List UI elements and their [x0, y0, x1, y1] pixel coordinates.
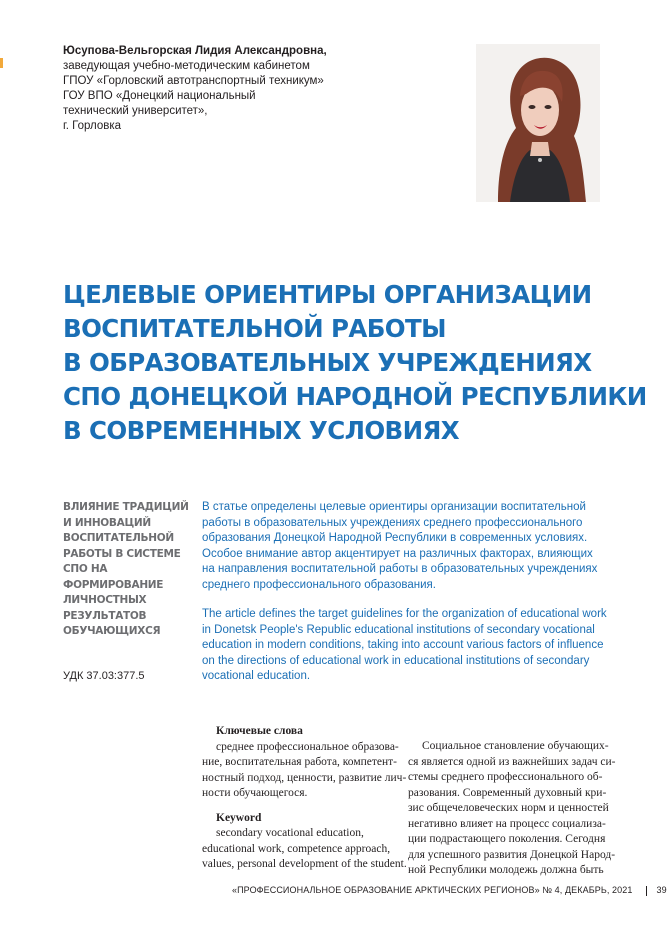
abstract-line: education in modern conditions, taking into account various factors of influence	[202, 639, 604, 651]
keywords-column	[202, 724, 407, 873]
body-line: для успешного развития Донецкой Народ-	[408, 848, 616, 861]
abstract-english	[202, 607, 612, 685]
footer-divider	[646, 886, 647, 896]
abstract-line: The article defines the target guidelines for the organization of educational work	[202, 608, 607, 620]
abstract-line: на направления воспитательной работы в образовательных учреждениях	[202, 563, 598, 575]
abstract-line: работы в образовательных учреждениях среднего профессионального	[202, 516, 583, 529]
article-title	[63, 278, 647, 448]
body-line: зис общечеловеческих норм и ценностей	[408, 802, 609, 814]
journal-name: «ПРОФЕССИОНАЛЬНОЕ ОБРАЗОВАНИЕ АРКТИЧЕСКИХ РЕГИОНОВ» № 4, ДЕКАБРЬ, 2021	[232, 885, 633, 895]
abstract-line: on the directions of educational work in educational institutions of secondary	[202, 654, 590, 667]
author-name: Юсупова-Вельгорская Лидия Александровна,	[63, 45, 327, 57]
keywords-en-heading: Keyword	[216, 811, 262, 824]
abstract-line: среднего профессионального образования.	[202, 578, 436, 591]
subheading-line: И ИННОВАЦИЙ	[63, 516, 151, 529]
subheading-line: ЛИЧНОСТНЫХ	[63, 594, 147, 606]
body-column	[408, 739, 616, 879]
author-affiliation-2: ГОУ ВПО «Донецкий национальный	[63, 90, 256, 102]
page-number: 39	[656, 885, 667, 895]
body-line: ся является одной из важнейших задач си-	[408, 755, 616, 768]
udk-code: УДК 37.03:377.5	[63, 670, 145, 682]
keywords-en-line: educational work, competence approach,	[202, 842, 391, 855]
author-affiliation-1: ГПОУ «Горловский автотранспортный техникум»	[63, 75, 324, 87]
title-line: В ОБРАЗОВАТЕЛЬНЫХ УЧРЕЖДЕНИЯХ	[63, 348, 592, 377]
body-line: негативно влияет на процесс социализа-	[408, 817, 606, 830]
subheading-line: РАБОТЫ В СИСТЕМЕ	[63, 547, 181, 560]
abstract-line: in Donetsk People's Republic educational institutions of secondary vocational	[202, 623, 595, 636]
author-city: г. Горловка	[63, 120, 122, 132]
keywords-ru-line: среднее профессиональное образова-	[216, 740, 399, 753]
title-line: ВОСПИТАТЕЛЬНОЙ РАБОТЫ	[63, 314, 446, 343]
author-block	[63, 44, 393, 134]
section-subheading	[63, 500, 191, 640]
body-line: разования. Современный духовный кри-	[408, 786, 607, 799]
body-line: ной Республики молодежь должна быть	[408, 864, 604, 876]
abstract-russian	[202, 500, 612, 593]
body-line: Социальное становление обучающих-	[422, 740, 609, 752]
subheading-line: ВЛИЯНИЕ ТРАДИЦИЙ	[63, 501, 189, 513]
keywords-en-line: values, personal development of the student.	[202, 858, 407, 870]
author-photo	[476, 44, 600, 202]
keywords-ru-line: ностный подход, ценности, развитие лич-	[202, 771, 407, 784]
subheading-line: ОБУЧАЮЩИХСЯ	[63, 625, 161, 637]
author-affiliation-3: технический университет»,	[63, 105, 208, 117]
keywords-ru-line: ности обучающегося.	[202, 787, 308, 799]
abstract	[202, 500, 612, 685]
edge-color-mark	[0, 58, 3, 68]
author-position: заведующая учебно-методическим кабинетом	[63, 60, 310, 72]
subheading-line: ВОСПИТАТЕЛЬНОЙ	[63, 532, 174, 544]
abstract-line: Особое внимание автор акцентирует на различных факторах, влияющих	[202, 547, 593, 560]
body-line: ции подрастающего поколения. Сегодня	[408, 833, 606, 845]
keywords-ru-heading: Ключевые слова	[216, 725, 303, 737]
abstract-line: vocational education.	[202, 670, 311, 682]
page-footer	[232, 885, 667, 896]
subheading-line: РЕЗУЛЬТАТОВ	[63, 609, 147, 622]
spacer	[202, 802, 398, 811]
title-line: ЦЕЛЕВЫЕ ОРИЕНТИРЫ ОРГАНИЗАЦИИ	[63, 280, 592, 309]
body-line: стемы среднего профессионального об-	[408, 771, 603, 783]
subheading-line: ФОРМИРОВАНИЕ	[63, 578, 164, 591]
title-line: В СОВРЕМЕННЫХ УСЛОВИЯХ	[63, 416, 460, 445]
abstract-line: образования Донецкой Народной Республики в современных условиях.	[202, 532, 588, 544]
keywords-en-line: secondary vocational education,	[216, 827, 364, 839]
subheading-line: СПО НА	[63, 563, 108, 575]
abstract-line: В статье определены целевые ориентиры организации воспитательной	[202, 501, 586, 513]
keywords-ru-line: ние, воспитательная работа, компетент-	[202, 756, 398, 768]
title-line: СПО ДОНЕЦКОЙ НАРОДНОЙ РЕСПУБЛИКИ	[63, 382, 647, 411]
